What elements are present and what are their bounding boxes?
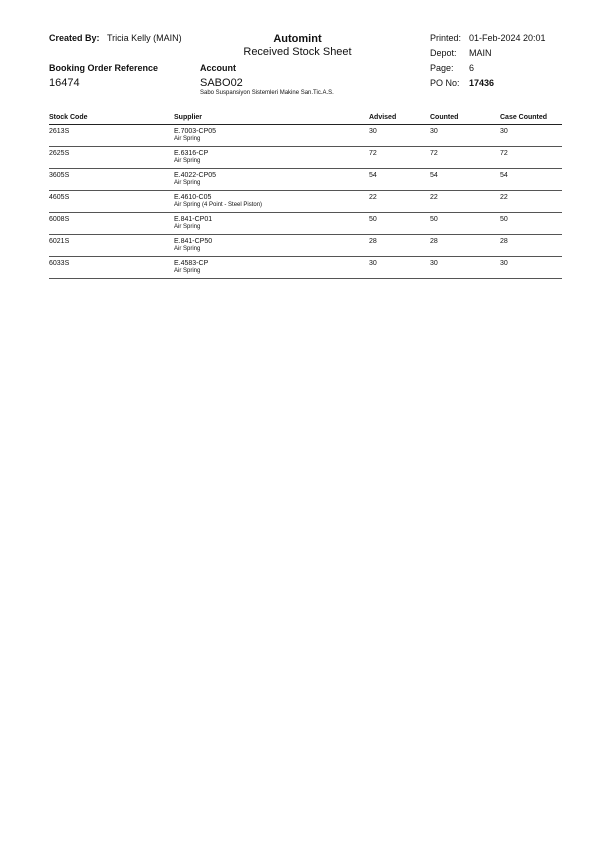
stock-code-cell: 6021S bbox=[49, 238, 70, 245]
supplier-desc-cell: Air Spring bbox=[174, 158, 201, 164]
printed-value: 01-Feb-2024 20:01 bbox=[469, 33, 546, 43]
stock-code-cell: 2613S bbox=[49, 128, 70, 135]
supplier-desc-cell: Air Spring bbox=[174, 246, 201, 252]
page-label: Page: bbox=[430, 63, 454, 73]
depot-value: MAIN bbox=[469, 48, 492, 58]
report-subtitle: Received Stock Sheet bbox=[243, 46, 352, 58]
col-supplier: Supplier bbox=[174, 114, 203, 121]
col-case-counted: Case Counted bbox=[500, 114, 548, 121]
table-header bbox=[49, 114, 562, 125]
account-name: Sabo Suspansiyon Sistemleri Makine San.Tic.A.S. bbox=[200, 90, 334, 96]
account-label: Account bbox=[200, 63, 236, 73]
advised-cell: 54 bbox=[369, 172, 377, 179]
case-counted-cell: 50 bbox=[500, 216, 508, 223]
printed-label: Printed: bbox=[430, 33, 462, 43]
counted-cell: 72 bbox=[430, 150, 438, 157]
advised-cell: 50 bbox=[369, 216, 377, 223]
counted-cell: 30 bbox=[430, 128, 438, 135]
table-row bbox=[49, 125, 562, 147]
table-row bbox=[49, 257, 562, 279]
supplier-code-cell: E.4610-C05 bbox=[174, 194, 212, 201]
table-row bbox=[49, 213, 562, 235]
booking-ref-label: Booking Order Reference bbox=[49, 63, 159, 73]
advised-cell: 30 bbox=[369, 260, 377, 267]
counted-cell: 22 bbox=[430, 194, 438, 201]
report-title: Automint bbox=[273, 33, 322, 45]
advised-cell: 72 bbox=[369, 150, 377, 157]
supplier-code-cell: E.841-CP50 bbox=[174, 238, 213, 245]
account-code: SABO02 bbox=[200, 77, 243, 89]
po-label: PO No: bbox=[430, 78, 460, 88]
case-counted-cell: 30 bbox=[500, 260, 508, 267]
col-advised: Advised bbox=[369, 114, 397, 121]
supplier-desc-cell: Air Spring bbox=[174, 268, 201, 274]
stock-code-cell: 4605S bbox=[49, 194, 70, 201]
case-counted-cell: 28 bbox=[500, 238, 508, 245]
stock-code-cell: 3605S bbox=[49, 172, 70, 179]
counted-cell: 30 bbox=[430, 260, 438, 267]
supplier-desc-cell: Air Spring bbox=[174, 224, 201, 230]
counted-cell: 28 bbox=[430, 238, 438, 245]
po-value: 17436 bbox=[469, 78, 495, 88]
stock-code-cell: 6008S bbox=[49, 216, 70, 223]
page-value: 6 bbox=[469, 63, 475, 73]
advised-cell: 22 bbox=[369, 194, 377, 201]
advised-cell: 28 bbox=[369, 238, 377, 245]
depot-label: Depot: bbox=[430, 48, 457, 58]
supplier-code-cell: E.4583-CP bbox=[174, 260, 209, 267]
supplier-code-cell: E.841-CP01 bbox=[174, 216, 213, 223]
case-counted-cell: 30 bbox=[500, 128, 508, 135]
advised-cell: 30 bbox=[369, 128, 377, 135]
col-counted: Counted bbox=[430, 114, 459, 121]
supplier-desc-cell: Air Spring bbox=[174, 136, 201, 142]
created-by-value: Tricia Kelly (MAIN) bbox=[107, 33, 182, 43]
counted-cell: 54 bbox=[430, 172, 438, 179]
stock-code-cell: 6033S bbox=[49, 260, 70, 267]
stock-table bbox=[49, 114, 562, 279]
table-row bbox=[49, 191, 562, 213]
supplier-desc-cell: Air Spring (4 Point - Steel Piston) bbox=[174, 202, 263, 208]
booking-ref-value: 16474 bbox=[49, 77, 80, 89]
case-counted-cell: 72 bbox=[500, 150, 508, 157]
case-counted-cell: 54 bbox=[500, 172, 508, 179]
col-stock-code: Stock Code bbox=[49, 114, 88, 121]
counted-cell: 50 bbox=[430, 216, 438, 223]
stock-code-cell: 2625S bbox=[49, 150, 70, 157]
table-row bbox=[49, 147, 562, 169]
created-by-label: Created By: bbox=[49, 33, 100, 43]
case-counted-cell: 22 bbox=[500, 194, 508, 201]
supplier-code-cell: E.7003-CP05 bbox=[174, 128, 217, 135]
supplier-code-cell: E.4022-CP05 bbox=[174, 172, 217, 179]
supplier-code-cell: E.6316-CP bbox=[174, 150, 209, 157]
supplier-desc-cell: Air Spring bbox=[174, 180, 201, 186]
table-row bbox=[49, 169, 562, 191]
table-row bbox=[49, 235, 562, 257]
